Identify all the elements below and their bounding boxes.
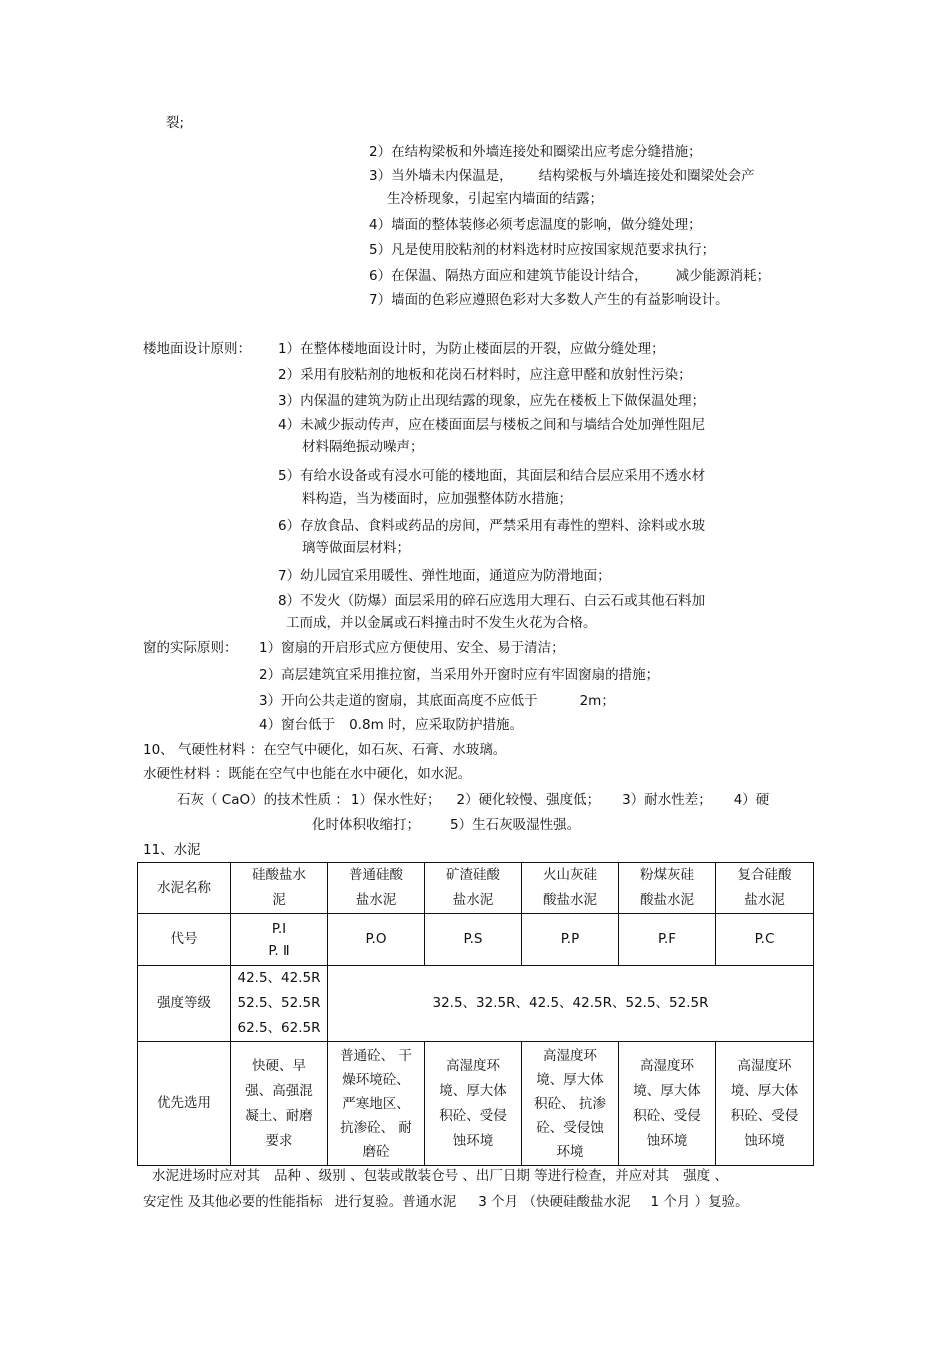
code-cell: P.F — [619, 914, 716, 966]
cell-line: 普通硅酸 — [349, 867, 403, 883]
lime-prop-1: 1）保水性好； — [350, 792, 441, 808]
floor-item-4: 4）未减少振动传声，应在楼面面层与楼板之间和与墙结合处加弹性阻尼 — [278, 417, 706, 433]
cell-line: 境、厚大体 — [633, 1082, 701, 1099]
window-title: 窗的实际原则： — [143, 640, 238, 656]
cell-line: 普通砼、 干 — [340, 1047, 412, 1064]
lime-title: 石灰（ CaO）的技术性质 ： — [177, 792, 349, 808]
code-cell: P.C — [716, 914, 814, 966]
wall-item-7: 7）墙面的色彩应遵照色彩对大多数人产生的有益影响设计。 — [369, 292, 729, 308]
cell-line: 凝土、耐磨 — [245, 1107, 313, 1124]
cell-line: 环境 — [556, 1143, 584, 1160]
floor-item-4-cont: 材料隔绝振动噪声； — [302, 439, 424, 455]
cell-line: 62.5、62.5R — [237, 1020, 321, 1036]
code-cell — [231, 914, 328, 966]
cell-line: P. Ⅱ — [268, 942, 290, 959]
window-item-4-b: 0.8m 时，应采取防护措施。 — [349, 717, 524, 733]
use-cell — [231, 1042, 328, 1166]
lime-prop-4: 4）硬 — [733, 792, 770, 808]
sec10-line-2: 水硬性材料 ：既能在空气中也能在水中硬化，如水泥。 — [143, 766, 472, 782]
footer-g: 1 个月 ）复验。 — [650, 1194, 749, 1210]
lime-prop-4-cont: 化时体积收缩打； — [312, 817, 420, 833]
cell-line: 蚀环境 — [452, 1132, 494, 1149]
lime-prop-3: 3）耐水性差； — [622, 792, 712, 808]
cell-line: 严寒地区、 — [342, 1095, 410, 1112]
lime-prop-2: 2）硬化较慢、强度低； — [456, 792, 601, 808]
sec11-title: 11、水泥 — [143, 842, 201, 858]
cell-line: 磨砼 — [362, 1143, 390, 1160]
use-cell — [328, 1042, 425, 1166]
use-label: 优先选用 — [138, 1042, 231, 1166]
cell-line: 抗渗砼、 耐 — [340, 1119, 412, 1136]
grade-label: 强度等级 — [138, 966, 231, 1042]
cell-line: 积砼、 抗渗 — [534, 1095, 606, 1112]
type-cell — [522, 863, 619, 914]
cell-line: 境、厚大体 — [730, 1082, 799, 1099]
window-item-2: 2）高层建筑宜采用推拉窗，当采用外开窗时应有牢固窗扇的措施； — [259, 667, 660, 683]
wall-item-4: 4）墙面的整体装修必须考虑温度的影响，做分缝处理； — [369, 217, 702, 233]
cell-line: 快硬、早 — [252, 1057, 306, 1074]
floor-item-1: 1）在整体楼地面设计时，为防止楼面层的开裂，应做分缝处理； — [278, 341, 665, 357]
cell-line: 粉煤灰硅 — [640, 867, 694, 883]
window-item-3-b: 2m； — [579, 693, 615, 709]
code-label: 代号 — [138, 914, 231, 966]
window-item-1: 1）窗扇的开启形式应方便使用、安全、易于清洁； — [259, 640, 565, 656]
window-item-4 — [259, 715, 523, 735]
floor-item-7: 7）幼儿园宜采用暖性、弹性地面，通道应为防滑地面； — [278, 568, 611, 584]
footer-e: 进行复验。普通水泥 — [334, 1194, 457, 1210]
cell-line: 42.5、42.5R — [237, 970, 321, 986]
table-row — [138, 914, 814, 966]
grade-cell — [231, 966, 328, 1042]
use-cell — [425, 1042, 522, 1166]
window-item-3 — [259, 691, 615, 711]
cell-line: 积砼、受侵 — [439, 1107, 507, 1124]
floor-item-2: 2）采用有胶粘剂的地板和花岗石材料时，应注意甲醛和放射性污染； — [278, 367, 692, 383]
footer-f: 3 个月 （快硬硅酸盐水泥 — [478, 1194, 631, 1210]
footer-line-2 — [143, 1192, 749, 1212]
cell-line: 蚀环境 — [744, 1132, 785, 1149]
wall-item-6-b: 减少能源消耗； — [675, 268, 771, 284]
cell-line: 泥 — [272, 892, 286, 908]
cell-line: 高湿度环 — [543, 1047, 597, 1064]
lime-line-2 — [312, 815, 580, 835]
type-cell — [231, 863, 328, 914]
cell-line: 砼、受侵蚀 — [536, 1119, 604, 1136]
footer-a: 水泥进场时应对其 — [152, 1168, 260, 1184]
floor-item-3: 3）内保温的建筑为防止出现结露的现象，应先在楼板上下做保温处理； — [278, 393, 706, 409]
floor-item-6-cont: 璃等做面层材料； — [302, 540, 410, 556]
wall-item-3-cont: 生冷桥现象，引起室内墙面的结露； — [387, 191, 603, 207]
cell-line: 高湿度环 — [640, 1057, 694, 1074]
lime-line-1 — [177, 790, 769, 810]
window-item-3-a: 3）开向公共走道的窗扇，其底面高度不应低于 — [259, 693, 538, 709]
wall-item-6 — [369, 266, 770, 286]
cell-line: P.Ⅰ — [271, 920, 287, 937]
wall-item-3-a: 3）当外墙未内保温是， — [369, 168, 513, 184]
footer-b: 品种 、级别 、包装或散装仓号 、出厂日期 等进行检查，并应对其 — [274, 1168, 670, 1184]
cell-line: 52.5、52.5R — [237, 995, 321, 1011]
code-cell: P.O — [328, 914, 425, 966]
use-cell — [522, 1042, 619, 1166]
floor-item-6: 6）存放食品、食料或药品的房间，严禁采用有毒性的塑料、涂料或水玻 — [278, 518, 706, 534]
wall-item-2: 2）在结构梁板和外墙连接处和圈梁出应考虑分缝措施； — [369, 144, 702, 160]
cell-line: 高湿度环 — [737, 1057, 792, 1074]
cell-line: 盐水泥 — [744, 892, 785, 908]
use-cell — [619, 1042, 716, 1166]
lime-prop-5: 5）生石灰吸湿性强。 — [450, 817, 581, 833]
cell-line: 硅酸盐水 — [252, 867, 306, 883]
cell-line: 要求 — [265, 1132, 293, 1149]
cell-line: 积砼、受侵 — [730, 1107, 799, 1124]
cell-line: 火山灰硅 — [543, 867, 597, 883]
type-cell — [328, 863, 425, 914]
wall-item-3-b: 结构梁板与外墙连接处和圈梁处会产 — [538, 168, 755, 184]
sec10-line-1: 10、 气硬性材料 ：在空气中硬化，如石灰、石膏、水玻璃。 — [143, 742, 507, 758]
table-row — [138, 966, 814, 1042]
cell-line: 境、厚大体 — [536, 1071, 604, 1088]
cell-line: 燥环境砼、 — [342, 1071, 410, 1088]
wall-item-6-a: 6）在保温、隔热方面应和建筑节能设计结合， — [369, 268, 648, 284]
cell-line: 境、厚大体 — [439, 1082, 507, 1099]
line-crack: 裂; — [166, 115, 185, 131]
grade-cell-merged: 32.5、32.5R、42.5、42.5R、52.5、52.5R — [328, 966, 814, 1042]
cell-line: 积砼、受侵 — [633, 1107, 701, 1124]
footer-c: 强度 、 — [683, 1168, 728, 1184]
window-item-4-a: 4）窗台低于 — [259, 717, 336, 733]
wall-item-5: 5）凡是使用胶粘剂的材料选材时应按国家规范要求执行； — [369, 242, 716, 258]
table-row — [138, 863, 814, 914]
cement-table — [137, 862, 814, 1166]
use-cell — [716, 1042, 814, 1166]
code-cell: P.P — [522, 914, 619, 966]
floor-title: 楼地面设计原则： — [143, 341, 251, 357]
cell-line: 复合硅酸 — [737, 867, 792, 883]
type-cell — [716, 863, 814, 914]
cell-line: 盐水泥 — [355, 892, 397, 908]
floor-item-5-cont: 料构造，当为楼面时，应加强整体防水措施； — [302, 491, 572, 507]
code-cell: P.S — [425, 914, 522, 966]
cell-line: 蚀环境 — [646, 1132, 688, 1149]
cell-line: 盐水泥 — [452, 892, 494, 908]
footer-line-1 — [152, 1166, 728, 1186]
cell-line: 酸盐水泥 — [543, 892, 597, 908]
cell-line: 酸盐水泥 — [640, 892, 694, 908]
floor-item-8: 8）不发火（防爆）面层采用的碎石应选用大理石、白云石或其他石料加 — [278, 593, 706, 609]
cell-line: 矿渣硅酸 — [446, 867, 500, 883]
type-cell — [619, 863, 716, 914]
type-cell — [425, 863, 522, 914]
cell-line: 高湿度环 — [446, 1057, 500, 1074]
floor-item-5: 5）有给水设备或有浸水可能的楼地面，其面层和结合层应采用不透水材 — [278, 468, 706, 484]
footer-d: 安定性 及其他必要的性能指标 — [143, 1194, 323, 1210]
header-label: 水泥名称 — [138, 863, 231, 914]
wall-item-3 — [369, 166, 755, 186]
floor-item-8-cont: 工而成，并以金属或石料撞击时不发生火花为合格。 — [286, 615, 597, 631]
cell-line: 强、高强混 — [245, 1082, 313, 1099]
table-row — [138, 1042, 814, 1166]
